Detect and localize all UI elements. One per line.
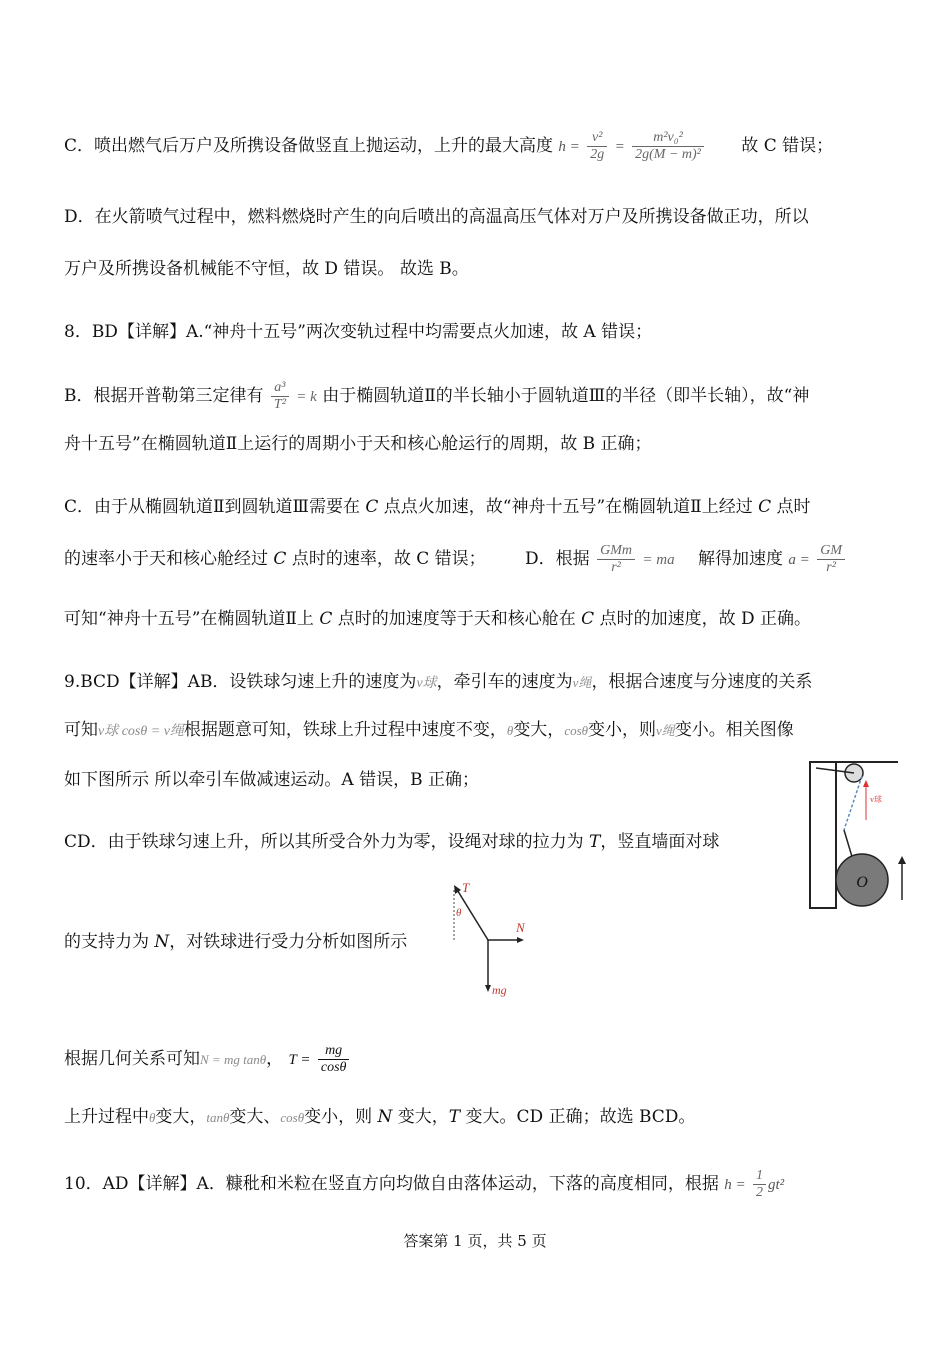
label-theta: θ [456,907,462,919]
formula-h1-frac2: $\frac{\text{m²v₀²}}{\text{2g(M − m)²}}$ [632,130,704,163]
formula-gravity: $\frac{\text{GMm}}{\text{r²}}$ [597,543,635,576]
para-rise: 上升过程中θ变大，tanθ变大、cosθ变小，则 N 变大，T 变大。CD 正确；故选 BCD。 [64,1107,696,1127]
ball-label-o: O [856,874,868,891]
formula-h1-frac1: $\frac{\text{v²}}{2g}$ [587,130,607,163]
force-diagram [448,880,543,1000]
velocity-label: v球 [870,795,882,804]
label-T: T [462,880,470,895]
para-cd: CD．由于铁球匀速上升，所以其所受合外力为零，设绳对球的拉力为 T，竖直墙面对球 [64,832,720,852]
para-q8: 8．BD【详解】A.“神舟十五号”两次变轨过程中均需要点火加速，故 A 错误； [64,322,653,342]
formula-kepler: $\frac{\text{a³}}{\text{T²}}$ [271,380,289,413]
label-mg: mg [492,983,507,997]
para-q9c: 如下图所示 所以牵引车做减速运动。A 错误，B 正确； [64,770,479,790]
para-b8a: B．根据开普勒第三定律有 $\frac{\text{a³}}{\text{T²}}$ = k 由于椭圆轨道Ⅱ的半长轴小于圆轨道Ⅲ的半径（即半长轴），故“神 [64,380,810,412]
formula-tension: $\frac{mg}{\cos\theta}$ [318,1043,350,1076]
para-q9: 9.BCD【详解】AB．设铁球匀速上升的速度为v球，牵引车的速度为v绳，根据合速度与分速度的关系 [64,672,813,692]
para-q9b: 可知v球 cosθ = v绳根据题意可知，铁球上升过程中速度不变，θ变大，cosθ变小，则v绳变小。相关图像 [64,720,794,740]
wall-frame [810,762,836,908]
formula-acceleration: $\frac{GM}{\text{r²}}$ [817,543,845,576]
para-support: 的支持力为 N，对铁球进行受力分析如图所示 [64,932,408,952]
page-footer: 答案第 1 页，共 5 页 [403,1232,547,1250]
para-c8b: 的速率小于天和核心舱经过 C 点时的速率，故 C 错误； D．根据 $\frac{\text{GMm}}{\text{r²}}$ = ma 解得加速度 a = $\frac{GM}{\text{r²}}$ [64,543,847,576]
para-d1a: D．在火箭喷气过程中，燃料燃烧时产生的向后喷出的高温高压气体对万户及所携设备做正功，所以 [64,207,809,227]
formula-h2: $\frac{1}{2}$ [753,1168,766,1201]
para-b8b: 舟十五号”在椭圆轨道Ⅱ上运行的周期小于天和核心舱运行的周期，故 B 正确； [64,434,652,454]
para-geometry: 根据几何关系可知N = mg tanθ， T = $\frac{mg}{\cos\theta}$ [64,1043,351,1076]
para-c8c: 可知“神舟十五号”在椭圆轨道Ⅱ上 C 点时的加速度等于天和核心舱在 C 点时的加速度，故 D 正确。 [64,609,812,629]
para-d1b: 万户及所携设备机械能不守恒，故 D 错误。 故选 B。 [64,259,469,279]
pulley-figure [808,760,908,910]
para-q10: 10．AD【详解】A．糠秕和米粒在竖直方向均做自由落体运动，下落的高度相同，根据 h = $\frac{1}{2}$ gt² [64,1168,785,1200]
label-N: N [516,920,525,935]
para-c8a: C．由于从椭圆轨道Ⅱ到圆轨道Ⅲ需要在 C 点点火加速，故“神舟十五号”在椭圆轨道Ⅱ上经过 C 点时 [64,497,811,517]
para-c1: C．喷出燃气后万户及所携设备做竖直上抛运动，上升的最大高度 h = $\frac{\text{v²}}{2g}$ = $\frac{\text{m²v₀²}}{\text{2g(M − m)²}}$ 故 C 错误； [64,130,834,162]
